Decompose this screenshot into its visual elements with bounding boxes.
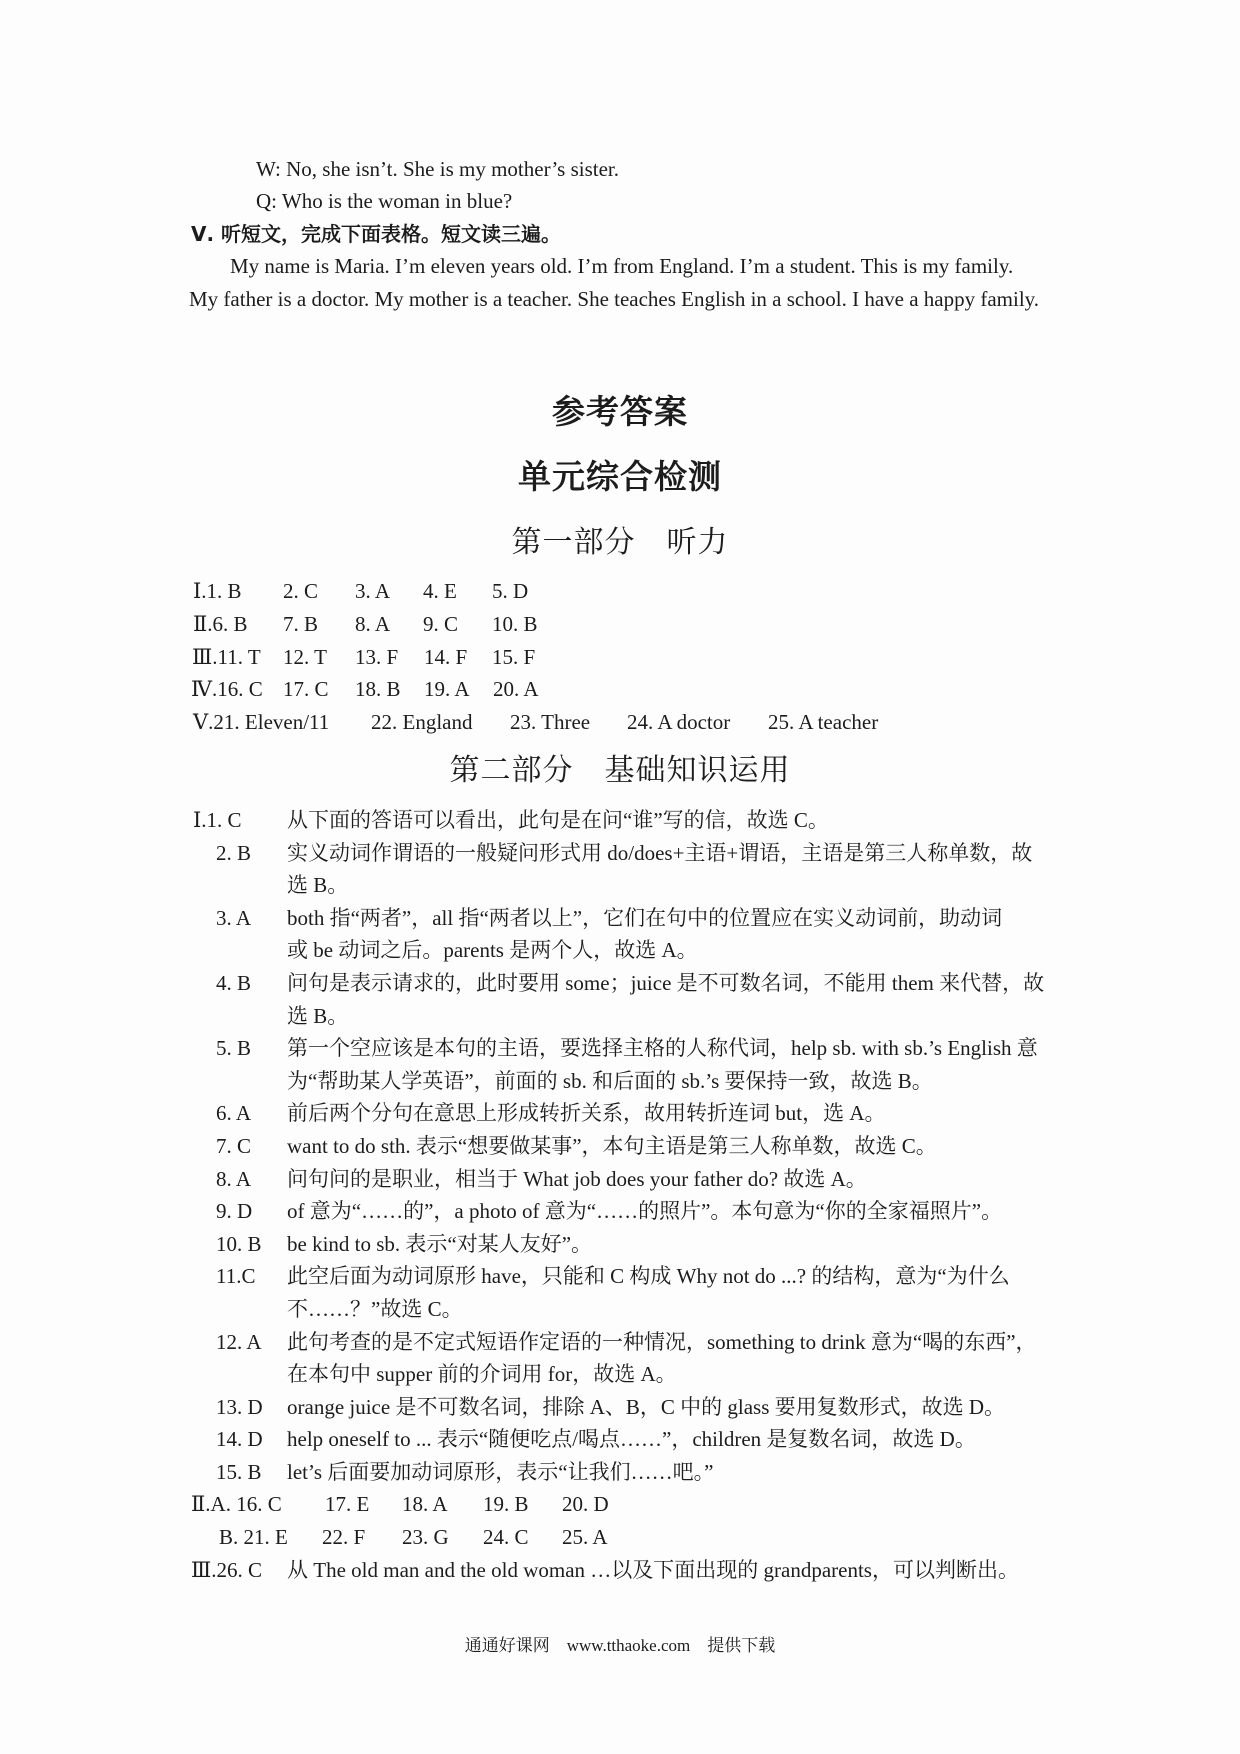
explanation-item-14 [0,1423,1240,1456]
explanation-text [287,967,1240,1032]
passage-line-1: My name is Maria. I’m eleven years old. I’m from England. I’m a student. This is my family. [230,254,1014,278]
explanation-line: 不……？”故选 C。 [287,1296,463,1321]
explanation-line: 选 B。 [287,1003,349,1028]
explanation-item-26 [0,1554,1240,1587]
explanation-text [287,1097,1240,1130]
section2-row-b [0,1521,1240,1554]
explanation-line: 前后两个分句在意思上形成转折关系，故用转折连词 but，选 A。 [287,1101,886,1126]
explanation-text [287,1456,1240,1489]
part1-row-3 [0,641,1240,674]
explanation-text [287,1195,1240,1228]
part1-answers [0,575,1240,739]
answer-cell: 14. F [424,644,468,669]
explanation-line: 在本句中 supper 前的介词用 for，故选 A。 [287,1362,677,1387]
explanation-text [287,1032,1240,1097]
answer-cell: 24. A doctor [627,710,731,735]
answer-label: Ⅲ.26. C [191,1557,263,1582]
answer-cell: 7. B [283,611,319,636]
explanation-text [287,804,1240,837]
explanation-line: 问句问的是职业，相当于 What job does your father do? 故选 A。 [287,1166,867,1191]
answer-label: 12. A [216,1329,262,1354]
explanation-text [287,1423,1240,1456]
explanation-text [287,1554,1240,1587]
answer-cell: 23. Three [510,710,591,735]
answer-label: 4. B [216,970,252,995]
explanation-item-3 [0,902,1240,967]
answer-cell: 2. C [283,579,319,603]
explanation-item-10 [0,1228,1240,1261]
answer-cell: 13. F [355,644,399,669]
explanation-line: want to do sth. 表示“想要做某事”，本句主语是第三人称单数，故选 C。 [287,1133,937,1158]
explanation-text [287,837,1240,902]
answer-cell: 18. A [402,1492,448,1517]
answer-label: 9. D [216,1199,253,1224]
explanation-item-9 [0,1195,1240,1228]
answer-label: 11.C [216,1264,256,1289]
explanation-item-11 [0,1260,1240,1325]
part1-heading: 第一部分 听力 [511,526,729,559]
answer-cell: 3. A [355,579,391,603]
explanation-line: 或 be 动词之后。parents 是两个人，故选 A。 [287,938,698,963]
part1-row-4 [0,673,1240,706]
answer-cell: 19. A [424,677,470,702]
explanation-item-1 [0,804,1240,837]
explanation-line: of 意为“……的”，a photo of 意为“……的照片”。本句意为“你的全家福照片”。 [287,1199,1003,1224]
answer-label: Ⅰ.1. C [193,808,242,832]
answer-label: 3. A [216,905,252,930]
explanation-line: both 指“两者”，all 指“两者以上”，它们在句中的位置应在实义动词前，助动词 [287,905,1003,930]
explanation-text [287,1260,1240,1325]
explanation-text [287,1326,1240,1391]
dialogue-line-w: W: No, she isn’t. She is my mother’s sister. [256,157,620,181]
explanation-line: 第一个空应该是本句的主语，要选择主格的人称代词，help sb. with sb.’s English 意 [287,1036,1038,1061]
part1-row-1 [0,575,1240,608]
dialogue-line-q: Q: Who is the woman in blue? [256,189,513,213]
explanation-item-7 [0,1130,1240,1163]
explanation-item-6 [0,1097,1240,1130]
answer-label: 7. C [216,1133,252,1158]
explanation-line: orange juice 是不可数名词，排除 A、B，C 中的 glass 要用复数形式，故选 D。 [287,1394,1006,1419]
explanation-line: let’s 后面要加动词原形，表示“让我们……吧。” [287,1459,714,1484]
answer-cell: 18. B [355,677,401,702]
answer-label: 10. B [216,1231,262,1256]
answer-cell: 23. G [402,1525,449,1550]
answer-cell: 9. C [423,611,459,636]
answer-cell: Ⅲ.11. T [192,644,261,669]
explanation-text [287,1228,1240,1261]
answer-cell: 24. C [483,1525,529,1550]
answer-label: 8. A [216,1166,252,1191]
answer-cell: 20. D [562,1492,609,1517]
explanation-item-8 [0,1163,1240,1196]
page-footer: 通通好课网 www.tthaoke.com 提供下载 [464,1636,776,1655]
part2-answers [0,804,1240,1586]
explanation-text [287,902,1240,967]
section2-row-a [0,1488,1240,1521]
answer-cell: Ⅱ.A. 16. C [191,1492,282,1517]
explanation-item-12 [0,1326,1240,1391]
answer-cell: 19. B [483,1492,529,1517]
explanation-item-4 [0,967,1240,1032]
part1-row-2 [0,608,1240,641]
explanation-line: 为“帮助某人学英语”，前面的 sb. 和后面的 sb.’s 要保持一致，故选 B。 [287,1068,933,1093]
explanation-line: 问句是表示请求的，此时要用 some；juice 是不可数名词，不能用 them 来代替，故 [287,970,1045,995]
answer-label: 14. D [216,1427,263,1452]
passage-line-2: My father is a doctor. My mother is a teacher. She teaches English in a school. I have a happy family. [189,287,1040,311]
answer-cell: 12. T [283,644,327,669]
answer-label: 5. B [216,1036,252,1061]
answer-label: 15. B [216,1459,262,1484]
answer-cell: 22. England [371,710,473,735]
answer-cell: 25. A teacher [768,710,879,735]
answer-cell: 22. F [322,1525,366,1550]
answer-cell: 5. D [492,579,529,603]
part2-heading: 第二部分 基础知识运用 [449,754,791,787]
explanation-line: 选 B。 [287,873,349,898]
explanation-line: be kind to sb. 表示“对某人友好”。 [287,1231,593,1256]
answer-label: 2. B [216,840,252,865]
answer-cell: 10. B [492,611,538,636]
answer-cell: Ⅰ.1. B [193,579,242,603]
explanation-text [287,1163,1240,1196]
answer-cell: 17. C [283,677,329,702]
answer-label: 6. A [216,1101,252,1126]
answer-key-title: 参考答案 [552,392,688,431]
answer-cell: 25. A [562,1525,608,1550]
answer-cell: Ⅳ.16. C [191,677,263,702]
answer-cell: 8. A [355,611,391,636]
answer-cell: 4. E [423,579,457,603]
explanation-line: help oneself to ... 表示“随便吃点/喝点……”，children 是复数名词，故选 D。 [287,1427,976,1452]
explanation-line: 实义动词作谓语的一般疑问形式用 do/does+主语+谓语，主语是第三人称单数，故 [287,840,1033,865]
answer-label: 13. D [216,1394,263,1419]
answer-cell: 15. F [492,644,536,669]
answer-cell: 17. E [325,1492,370,1517]
explanation-item-5 [0,1032,1240,1097]
answer-cell: Ⅱ.6. B [193,611,248,636]
explanation-item-15 [0,1456,1240,1489]
explanation-line: 从 The old man and the old woman …以及下面出现的 grandparents，可以判断出。 [287,1557,1019,1582]
explanation-line: 此句考查的是不定式短语作定语的一种情况，something to drink 意为“喝的东西”， [287,1329,1037,1354]
explanation-text [287,1130,1240,1163]
explanation-line: 此空后面为动词原形 have，只能和 C 构成 Why not do ...? 的结构，意为“为什么 [287,1264,1010,1289]
section-v-heading: Ⅴ. 听短文，完成下面表格。短文读三遍。 [191,222,562,246]
explanation-text [287,1391,1240,1424]
answer-cell: 20. A [493,677,539,702]
answer-cell: B. 21. E [219,1525,288,1550]
answer-key-subtitle: 单元综合检测 [518,457,722,496]
explanation-item-2 [0,837,1240,902]
explanation-item-13 [0,1391,1240,1424]
explanation-line: 从下面的答语可以看出，此句是在问“谁”写的信，故选 C。 [287,808,829,832]
part1-row-5 [0,706,1240,739]
answer-cell: Ⅴ.21. Eleven/11 [193,710,330,735]
